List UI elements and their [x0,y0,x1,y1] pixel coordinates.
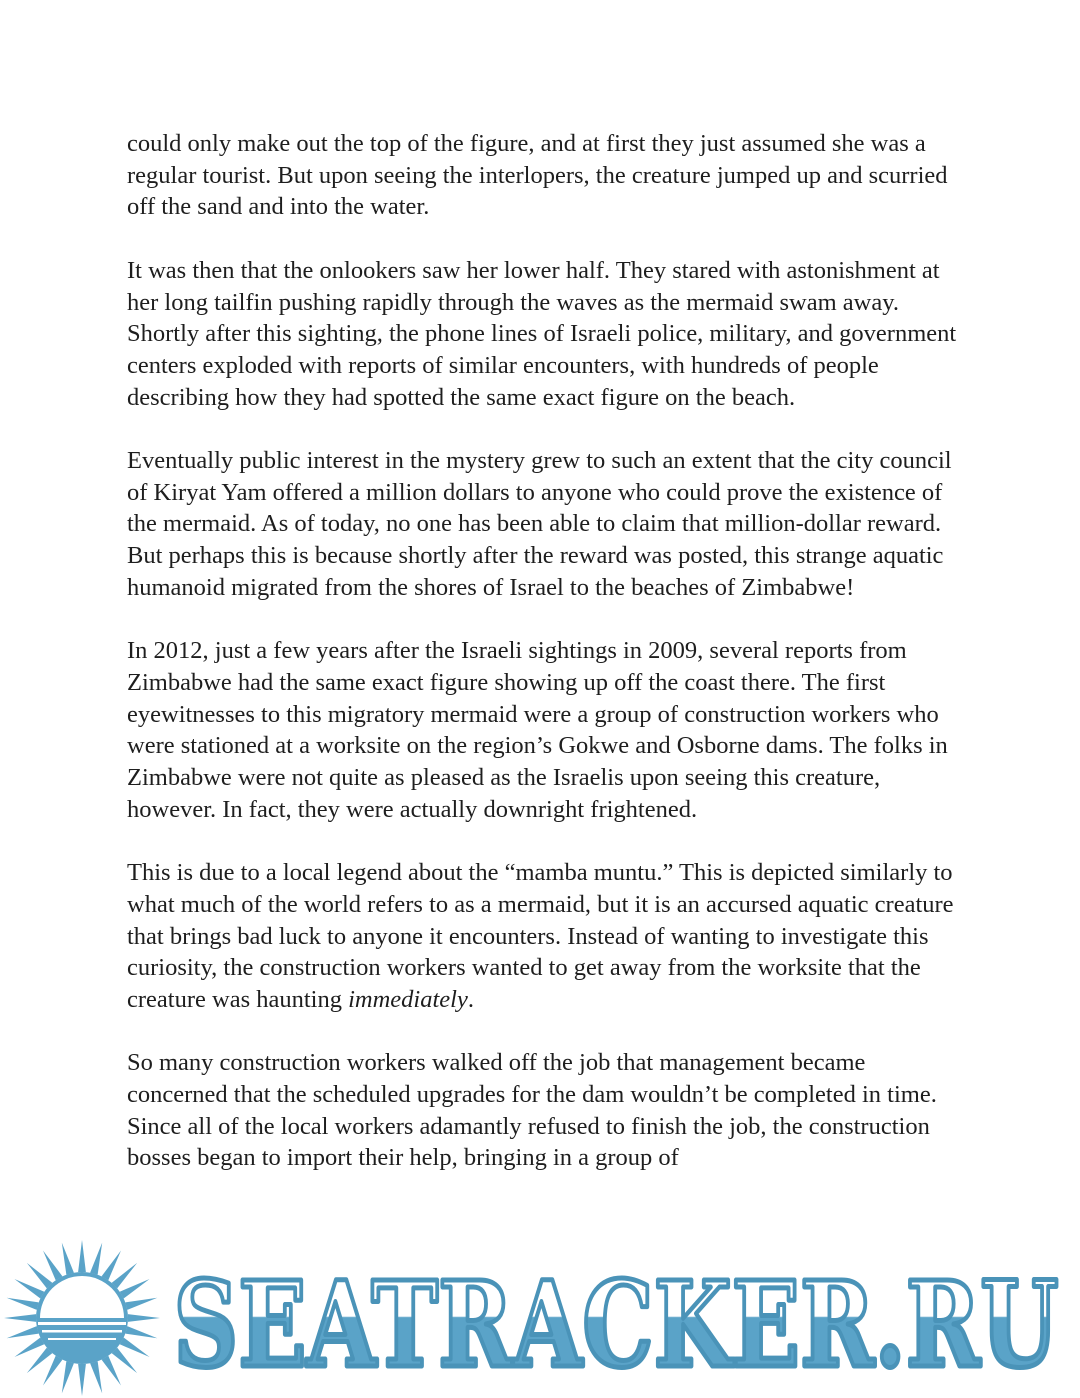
sun-ray [14,1279,44,1298]
sun-ray [90,1361,102,1393]
paragraph-3: Eventually public interest in the mystery grew to such an extent that the city council of Kiryat Yam offered a million dollars to anyone who could prove the existence of the mermaid. As of today, no one has been able to claim that million-dollar reward. But perhaps this is because shortly after the reward was posted, this strange aquatic humanoid migrated from the shores of Israel to the beaches of Zimbabwe! [127,447,952,601]
sun-ray [102,1356,121,1386]
sun-ray [102,1250,121,1280]
watermark-label: SEATRACKER.RU [173,1255,1059,1394]
sun-over-sea-icon [2,1238,162,1398]
paragraph-5-italic: immediately [348,985,468,1013]
paragraph-5-end: . [467,985,474,1013]
sun-ray [4,1314,36,1322]
watermark-text [166,1254,1066,1394]
sun-ray [43,1250,62,1280]
sun-ray [112,1263,138,1289]
sun-ray [120,1279,150,1298]
sun-ray [27,1348,53,1374]
sun-ray [62,1361,74,1393]
sun-ray [120,1338,150,1357]
sun-ray [78,1240,86,1272]
paragraph-6: So many construction workers walked off the job that management became concerned that the scheduled upgrades for the dam wouldn’t be completed in time. Since all of the local workers adamantly refused to finish the job, the construction bosses began to import their help, bringing in a group of [127,1049,937,1172]
sun-ray [125,1326,157,1338]
document-body [127,128,957,1174]
sun-ray [90,1243,102,1275]
paragraph-5 [127,857,957,1016]
sun-ray [128,1314,160,1322]
sun-ray [78,1364,86,1396]
sun-ray [43,1356,62,1386]
sun-ray [62,1243,74,1275]
paragraph-1: could only make out the top of the figure, and at first they just assumed she was a regular tourist. But upon seeing the interlopers, the creature jumped up and scurried off the sand and into the water. [127,130,948,221]
sun-ray [27,1263,53,1289]
sun-ray [125,1298,157,1310]
watermark [0,1232,1080,1397]
sun-ray [7,1326,39,1338]
paragraph-2: It was then that the onlookers saw her lower half. They stared with astonishment at her long tailfin pushing rapidly through the waves as the mermaid swam away. Shortly after this sighting, the phone lines of Israeli police, military, and government centers exploded with reports of similar encounters, with hundreds of people describing how they had spotted the same exact figure on the beach. [127,256,957,411]
sun-ray [112,1348,138,1374]
sun-ray [14,1338,44,1357]
paragraph-4: In 2012, just a few years after the Israeli sightings in 2009, several reports from Zimbabwe had the same exact figure showing up off the coast there. The first eyewitnesses to this migratory mermaid were a group of construction workers who were stationed at a worksite on the region’s Gokwe and Osborne dams. The folks in Zimbabwe were not quite as pleased as the Israelis upon seeing this creature, however. In fact, they were actually downright frightened. [127,637,948,823]
sun-ray [7,1298,39,1310]
paragraph-5-text: This is due to a local legend about the “mamba muntu.” This is depicted similarly to what much of the world refers to as a mermaid, but it is an accursed aquatic creature that brings bad luck to anyone it encounters. Instead of wanting to investigate this curiosity, the construction workers wanted to get away from the worksite that the creature was haunting [127,859,954,1013]
